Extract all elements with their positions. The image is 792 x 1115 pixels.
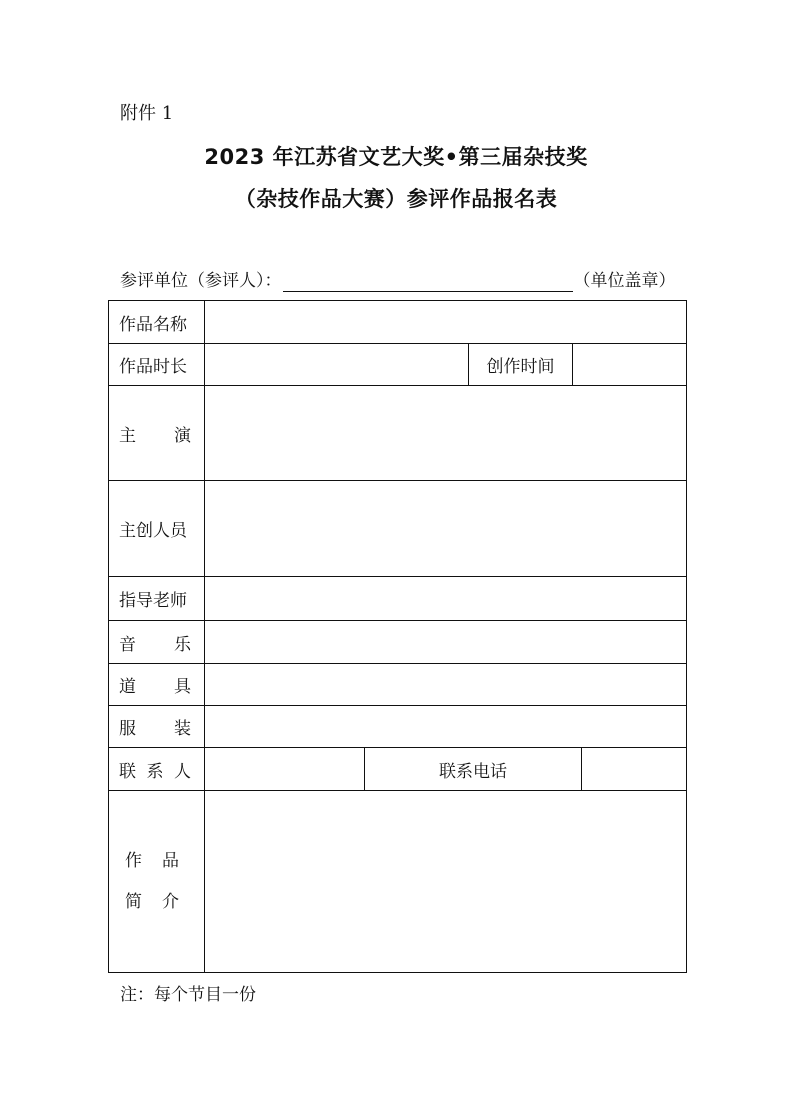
contact-person-char: 人 [174, 761, 191, 782]
introduction-char: 品 [162, 850, 179, 871]
music-field[interactable] [205, 621, 687, 664]
contact-person-field[interactable] [205, 748, 365, 791]
duration-field[interactable] [205, 344, 469, 386]
applicant-unit-blank[interactable] [283, 269, 573, 292]
contact-phone-label: 联系电话 [365, 748, 582, 791]
form-title-line-1: 2023 年江苏省文艺大奖•第三届杂技奖 [204, 145, 588, 169]
creators-field[interactable] [205, 481, 687, 577]
row-creators [109, 481, 687, 577]
row-work-name [109, 301, 687, 344]
footnote: 注：每个节目一份 [120, 985, 256, 1005]
row-duration [109, 344, 687, 386]
props-label [109, 664, 205, 706]
costume-char: 服 [119, 719, 136, 739]
music-label [109, 621, 205, 664]
contact-person-char: 联 [119, 761, 136, 782]
music-char: 乐 [174, 634, 191, 655]
introduction-char: 介 [162, 891, 179, 912]
row-costume [109, 706, 687, 748]
mentor-label: 指导老师 [109, 577, 205, 621]
props-char: 道 [119, 677, 136, 697]
music-char: 音 [119, 634, 136, 655]
lead-performer-field[interactable] [205, 386, 687, 481]
row-contact [109, 748, 687, 791]
attachment-label: 附件 1 [120, 103, 174, 124]
row-music [109, 621, 687, 664]
introduction-label [109, 791, 205, 973]
costume-char: 装 [174, 719, 191, 739]
creation-time-field[interactable] [573, 344, 687, 386]
introduction-field[interactable] [205, 791, 687, 973]
costume-label [109, 706, 205, 748]
contact-person-label [109, 748, 205, 791]
introduction-char: 简 [125, 891, 142, 912]
creation-time-label: 创作时间 [469, 344, 573, 386]
applicant-unit-line [120, 266, 676, 294]
row-props [109, 664, 687, 706]
props-field[interactable] [205, 664, 687, 706]
row-lead-performer [109, 386, 687, 481]
work-name-label: 作品名称 [109, 301, 205, 344]
introduction-char: 作 [125, 850, 142, 871]
lead-performer-char: 主 [119, 425, 136, 446]
mentor-field[interactable] [205, 577, 687, 621]
applicant-unit-label: 参评单位（参评人）： [120, 271, 282, 291]
row-introduction [109, 791, 687, 973]
lead-performer-char: 演 [174, 425, 191, 446]
duration-label: 作品时长 [109, 344, 205, 386]
registration-form-table [108, 300, 687, 973]
props-char: 具 [174, 677, 191, 697]
contact-phone-field[interactable] [582, 748, 687, 791]
creators-label: 主创人员 [109, 481, 205, 577]
form-title-line-2: （杂技作品大赛）参评作品报名表 [234, 187, 558, 211]
work-name-field[interactable] [205, 301, 687, 344]
lead-performer-label [109, 386, 205, 481]
costume-field[interactable] [205, 706, 687, 748]
row-mentor [109, 577, 687, 621]
unit-seal-note: （单位盖章） [573, 271, 676, 291]
contact-person-char: 系 [146, 761, 164, 782]
